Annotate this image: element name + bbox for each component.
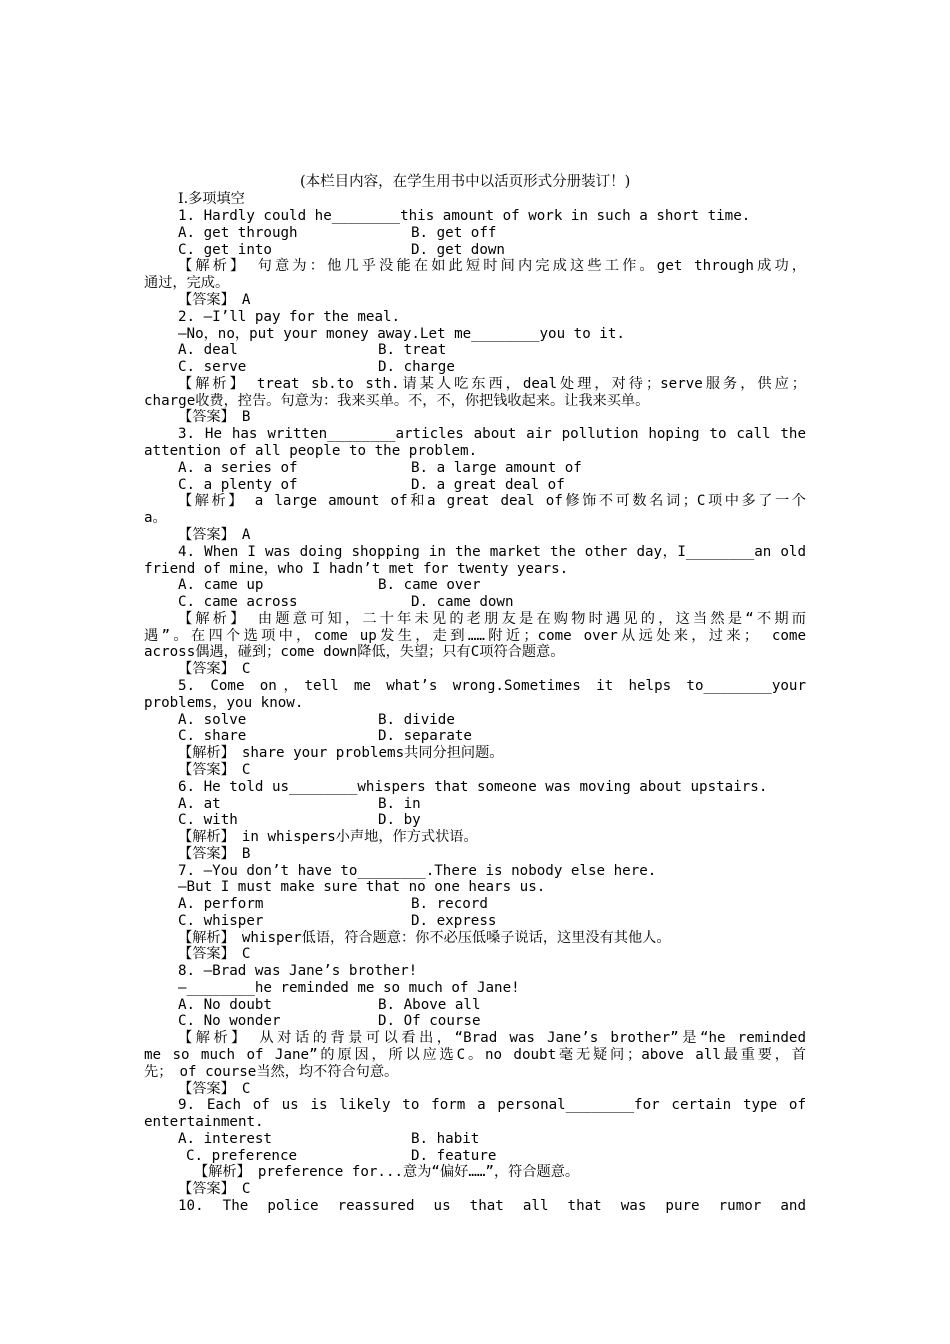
option-b: B. treat	[378, 342, 447, 358]
option-d: D. separate	[378, 728, 472, 744]
option-c: C. with	[178, 812, 238, 828]
explanation-cont: 遇”。在四个选项中，come up发生，走到……附近；come over从远处来，过来； come	[144, 628, 806, 644]
explanation-cont: across偶遇，碰到；come down降低，失望；只有C项符合题意。	[144, 644, 565, 660]
explanation-cont: charge收费，控告。句意为：我来买单。不，不，你把钱收起来。让我来买单。	[144, 393, 650, 409]
question-1: 1. Hardly could he________this amount of work in such a short time.	[178, 208, 751, 224]
answer: 【答案】 C	[178, 661, 251, 677]
explanation-cont: a。	[144, 510, 167, 526]
option-b: B. divide	[378, 712, 455, 728]
option-a: A. No doubt	[178, 997, 272, 1013]
option-a: A. deal	[178, 342, 238, 358]
option-a: A. solve	[178, 712, 247, 728]
answer: 【答案】 A	[178, 527, 251, 543]
answer: 【答案】 A	[178, 292, 251, 308]
answer: 【答案】 B	[178, 846, 251, 862]
question-4: 4. When I was doing shopping in the market the other day，I________an old	[178, 544, 806, 560]
question-3: 3. He has written________articles about air pollution hoping to call the	[178, 426, 806, 442]
option-d: D. a great deal of	[411, 477, 565, 493]
explanation: 【解析】 由题意可知，二十年未见的老朋友是在购物时遇见的，这当然是“不期而	[178, 611, 806, 627]
answer: 【答案】 C	[178, 762, 251, 778]
option-d: D. feature	[411, 1148, 497, 1164]
answer: 【答案】 C	[178, 1081, 251, 1097]
question-5: 5. Come on，tell me what’s wrong.Sometimes it helps to________your	[178, 678, 806, 694]
explanation: 【解析】 share your problems共同分担问题。	[178, 745, 504, 761]
question-text: —________he reminded me so much of Jane!	[178, 980, 520, 996]
explanation-cont: 通过，完成。	[144, 275, 230, 291]
explanation: 【解析】 treat sb.to sth.请某人吃东西，deal处理，对待；serve服务，供应；	[178, 376, 806, 392]
option-c: C. No wonder	[178, 1013, 281, 1029]
option-a: A. a series of	[178, 460, 298, 476]
explanation: 【解析】 in whispers小声地，作方式状语。	[178, 829, 478, 845]
option-d: D. get down	[411, 242, 505, 258]
option-a: A. came up	[178, 577, 264, 593]
explanation: 【解析】 句意为：他几乎没能在如此短时间内完成这些工作。get through成功，	[178, 258, 806, 274]
option-b: B. Above all	[378, 997, 481, 1013]
option-d: D. Of course	[378, 1013, 481, 1029]
option-a: A. at	[178, 796, 221, 812]
option-a: A. perform	[178, 896, 264, 912]
option-c: C. came across	[178, 594, 298, 610]
answer: 【答案】 C	[178, 1181, 251, 1197]
answer: 【答案】 C	[178, 946, 251, 962]
option-b: B. a large amount of	[411, 460, 582, 476]
option-b: B. came over	[378, 577, 481, 593]
answer: 【答案】 B	[178, 409, 251, 425]
option-b: B. habit	[411, 1131, 480, 1147]
question-10: 10. The police reassured us that all that was pure rumor and	[178, 1198, 806, 1214]
explanation: 【解析】 从对话的背景可以看出，“Brad was Jane’s brother”是“he reminded	[178, 1030, 806, 1046]
option-b: B. get off	[411, 225, 497, 241]
question-text: entertainment.	[144, 1114, 264, 1130]
explanation: 【解析】 whisper低语，符合题意：你不必压低嗓子说话，这里没有其他人。	[178, 930, 671, 946]
option-c: C. preference	[186, 1148, 298, 1164]
option-b: B. record	[411, 896, 488, 912]
option-a: A. get through	[178, 225, 298, 241]
question-6: 6. He told us________whispers that someone was moving about upstairs.	[178, 779, 768, 795]
option-d: D. express	[411, 913, 497, 929]
option-d: D. came down	[411, 594, 514, 610]
option-d: D. by	[378, 812, 421, 828]
option-b: B. in	[378, 796, 421, 812]
question-7: 7. —You don’t have to________.There is nobody else here.	[178, 863, 657, 879]
explanation-cont: 先； of course当然，均不符合句意。	[144, 1064, 399, 1080]
question-text: —But I must make sure that no one hears us.	[178, 879, 546, 895]
option-a: A. interest	[178, 1131, 272, 1147]
option-c: C. a plenty of	[178, 477, 298, 493]
explanation: 【解析】 a large amount of和a great deal of修饰不可数名词；C项中多了一个	[178, 493, 806, 509]
page-header-note: (本栏目内容，在学生用书中以活页形式分册装订！)	[300, 174, 631, 190]
explanation-cont: me so much of Jane”的原因，所以应选C。no doubt毫无疑问；above all最重要，首	[144, 1047, 806, 1063]
question-8: 8. —Brad was Jane’s brother!	[178, 963, 418, 979]
option-d: D. charge	[378, 359, 455, 375]
question-2: 2. —I’ll pay for the meal.	[178, 309, 401, 325]
explanation: 【解析】 preference for...意为“偏好……”，符合题意。	[194, 1164, 580, 1180]
option-c: C. serve	[178, 359, 247, 375]
option-c: C. share	[178, 728, 247, 744]
question-text: problems，you know.	[144, 695, 304, 711]
question-text: attention of all people to the problem.	[144, 443, 478, 459]
option-c: C. get into	[178, 242, 272, 258]
section-title: Ⅰ.多项填空	[178, 191, 245, 207]
question-9: 9. Each of us is likely to form a personal________for certain type of	[178, 1097, 806, 1113]
option-c: C. whisper	[178, 913, 264, 929]
question-text: friend of mine，who I hadn’t met for twenty years.	[144, 561, 569, 577]
question-text: —No，no，put your money away.Let me________you to it.	[178, 326, 625, 342]
